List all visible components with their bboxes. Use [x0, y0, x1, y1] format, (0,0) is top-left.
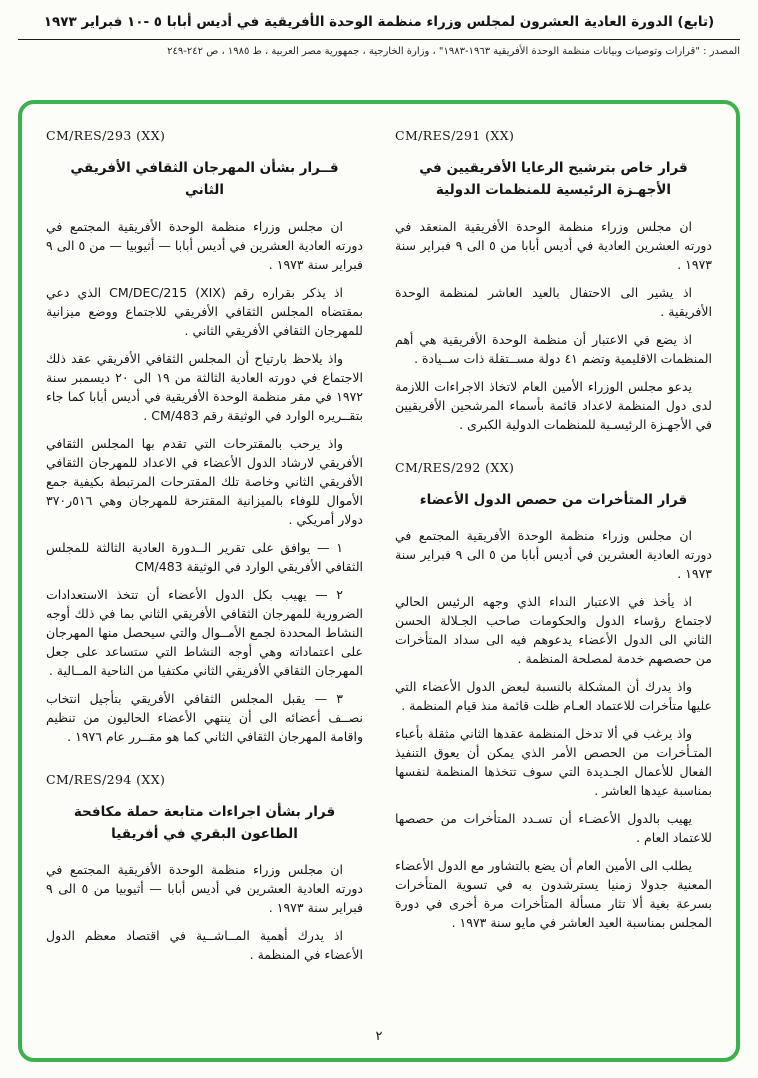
header-divider [18, 39, 740, 40]
paragraph: يطلب الى الأمين العام أن يضع بالتشاور مع الدول الأعضاء المعنية جدولا زمنيا يسترشدون به في تسوية المتأخرات بسرعة بغية ألا تثار مسألة المتأخرات مرة أخرى في دورة المجلس بمناسبة العيد العاشر في مايو سنة ١٩٧٣ . [395, 857, 712, 930]
resolution-ref: CM/RES/294 (XX) [46, 771, 166, 787]
paragraph: واذ يلاحظ بارتياح أن المجلس الثقافي الأفريقي عقد ذلك الاجتماع في دورته العادية الثالثة من ١٩ الى ٢٠ ديسمبر سنة ١٩٧٢ في مقر منظمة الوحدة الأفريقية في أديس أبابا كما جاء بتقــريره الوارد في الوثيقة رقم ‎CM/483‎ . [46, 350, 363, 423]
paragraph: واذ يدرك أن المشكلة بالنسبة لبعض الدول الأعضاء التي عليها متأخرات للاعتماد العـام ظلت قائمة منذ قيام المنظمة . [395, 678, 712, 713]
resolution-title: قــرار بشأن المهرجان الثقافي الأفريقي الثاني [70, 160, 339, 199]
paragraph: اذ يدرك أهمية المــاشــية في اقتصاد معظم الدول الأعضاء في المنظمة . [46, 928, 363, 963]
paragraph: يهيب بالدول الأعضـاء أن تسـدد المتأخرات من حصصها للاعتماد العام . [395, 810, 712, 845]
columns-container [46, 128, 712, 1025]
resolution-ref: CM/RES/293 (XX) [46, 128, 166, 143]
resolution-section-294 [46, 772, 363, 965]
resolution-ref: CM/RES/291 (XX) [395, 128, 515, 143]
document-title: (تابع) الدورة العادية العشرون لمجلس وزراء منظمة الوحدة الأفريقية في أديس أبابا ٥ -١٠ فبراير ١٩٧٣ [43, 14, 715, 30]
right-column [395, 128, 712, 1025]
paragraph: ان مجلس وزراء منظمة الوحدة الأفريقية المجتمع في دورته العادية العشرين في أديس أبابا — أثيوبيا — من ٥ الى ٩ فبراير سنة ١٩٧٣ . [46, 218, 363, 272]
paragraph: ٢ — يهيب بكل الدول الأعضاء أن تتخذ الاستعدادات الضرورية للمهرجان الثقافي الأفريقي الثاني بما في ذلك أوجه النشاط المحددة لجمع الأمــوال والتي سيحصل منها المهرجان على اعتماداته وهي أوجه النشاط التي ستساعد على جعل المهرجان الثقافي الأفريقي الثاني مكتفيا من الناحية المــالية . [46, 586, 363, 678]
source-line: المصدر : "قرارات وتوصيات وبيانات منظمة الوحدة الأفريقية ١٩٦٣-١٩٨٣" ، وزارة الخارجية ، جمهورية مصر العربية ، ط ١٩٨٥ ، ص ٢٤٢-٢٤٩ [167, 46, 740, 57]
paragraph: اذ يأخذ في الاعتبار النداء الذي وجهه الرئيس الحالي لاجتماع رؤساء الدول والحكومات صاحب الجـلالة الحسن الثاني الى الدول الأعضاء يدعوهم فيه الى سداد المتأخرات من حصصهم خدمة لمصلحة المنظمة . [395, 593, 712, 666]
resolution-section-293 [46, 128, 363, 746]
paragraph: واذ يرغب في ألا تدخل المنظمة عقدها الثاني مثقلة بأعباء المتـأخرات من الحصص الأمر الذي يمكن أن يعوق التنفيذ الفعال للأعمال الجـديدة التي سوف تتخذها المنظمة لنفسها بمناسبة عيدها العاشر . [395, 725, 712, 798]
resolution-title: قرار خاص بترشيح الرعايا الأفريقيين في الأجهـزة الرئيسية للمنظمات الدولية [419, 160, 688, 199]
page-number: ٢ [375, 1029, 383, 1044]
resolution-section-292 [395, 460, 712, 932]
paragraph: اذ يذكر بقراره رقم ‎CM/DEC/215 (XIX)‎ الذي دعي بمقتضاه المجلس الثقافي الأفريقي للاجتماع ووضع ميزانية للمهرجان الثقافي الأفريقي الثاني . [46, 284, 363, 338]
paragraph: اذ يضع في الاعتبار أن منظمة الوحدة الأفريقية هي أهم المنظمات الاقليمية وتضم ٤١ دولة مســتقلة ذات ســيادة . [395, 331, 712, 366]
resolution-ref: CM/RES/292 (XX) [395, 459, 515, 475]
paragraph: ان مجلس وزراء منظمة الوحدة الأفريقية المنعقد في دورته العشرين العادية في أديس أبابا من ٥ الى ٩ فبراير سنة ١٩٧٣ . [395, 218, 712, 272]
paragraph: ٣ — يقبل المجلس الثقافي الأفريقي بتأجيل انتخاب نصــف أعضائه الى أن ينتهي الأعضاء الحاليون من تنظيم واقامة المهرجان الثقافي الثاني كما هو مقــرر عام ١٩٧٦ . [46, 690, 363, 744]
page-header [0, 0, 758, 57]
paragraph: ١ — يوافق على تقرير الــدورة العادية الثالثة للمجلس الثقافي الأفريقي الوارد في الوثيقة ‎CM/483‎ [46, 539, 363, 574]
resolution-section-291 [395, 128, 712, 434]
paragraph: يدعو مجلس الوزراء الأمين العام لاتخاذ الاجراءات اللازمة لدى دول المنظمة لاعداد قائمة بأسماء المرشحين الأفريقيين في الأجهـزة الرئيسـية للمنظمات الدولية الكبرى . [395, 378, 712, 432]
paragraph: واذ يرحب بالمقترحات التي تقدم بها المجلس الثقافي الأفريقي لارشاد الدول الأعضاء في الاعداد للمهرجان الثقافي الأفريقي الثاني وخاصة تلك المقترحات المرتبطة بكيفية جمع الأموال للوفاء بالميزانية المقترحة للمهرجان وهي ٥١٦ر٣٧٠ دولار أمريكي . [46, 435, 363, 527]
left-column [46, 128, 363, 1025]
paragraph: ان مجلس وزراء منظمة الوحدة الأفريقية المجتمع في دورته العادية العشرين في أديس أبابا — أثيوبيا من ٥ الى ٩ فبراير سنة ١٩٧٣ . [46, 862, 363, 916]
paragraph: اذ يشير الى الاحتفال بالعيد العاشر لمنظمة الوحدة الأفريقية . [395, 284, 712, 319]
resolution-title: قرار المتأخرات من حصص الدول الأعضاء [419, 491, 688, 508]
resolution-title: قرار بشأن اجراءات متابعة حملة مكافحة الطاعون البقري في أفريقيا [73, 803, 336, 842]
content-frame [18, 100, 740, 1062]
paragraph: ان مجلس وزراء منظمة الوحدة الأفريقية المجتمع في دورته العادية العشرين في أديس أبابا من ٥ الى ٩ فبراير سنة ١٩٧٣ . [395, 527, 712, 581]
